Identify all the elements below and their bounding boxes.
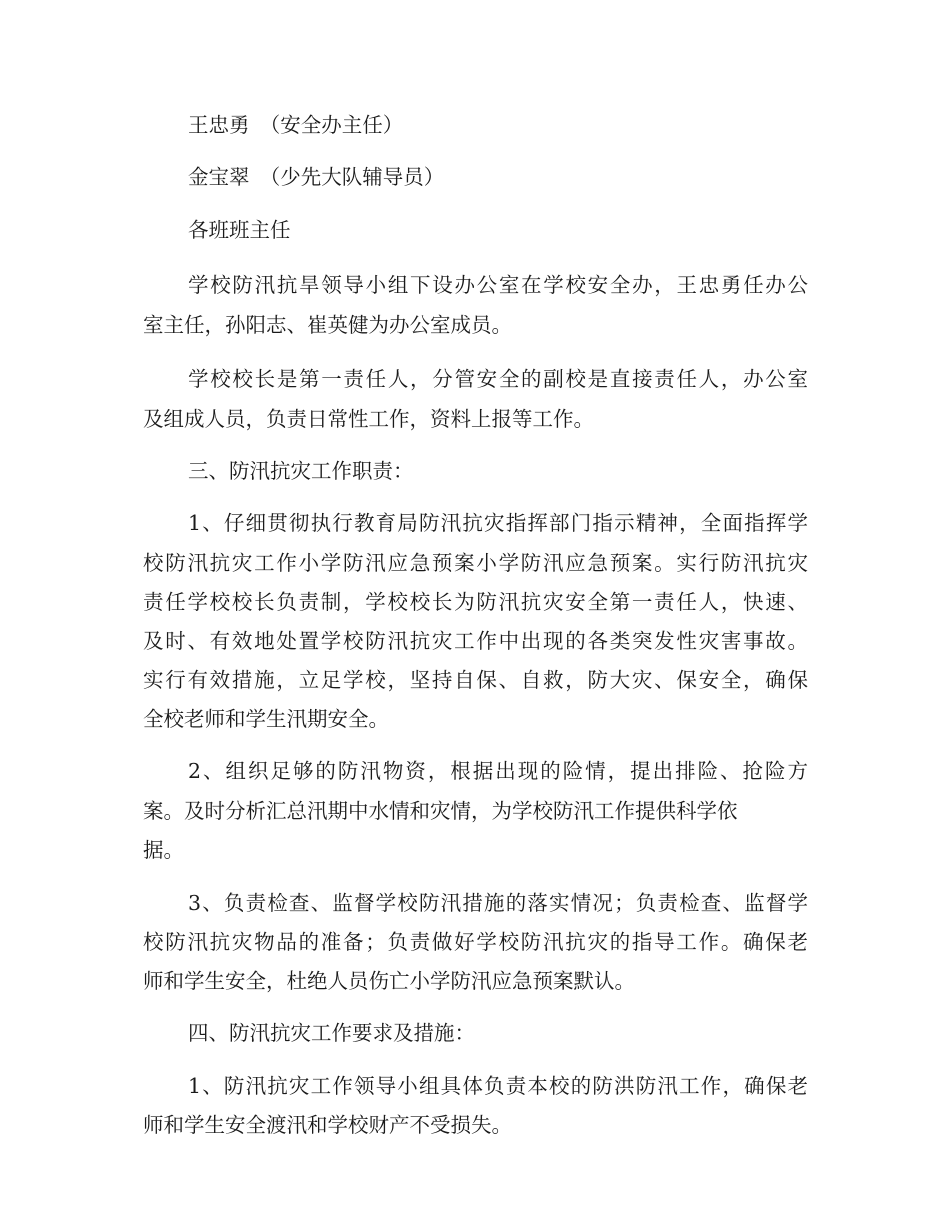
requirement-1-line-1: 1、防汛抗灾工作领导小组具体负责本校的防洪防汛工作，确保老 [188,1074,808,1098]
paragraph-responsibility-line-1: 学校校长是第一责任人，分管安全的副校是直接责任人，办公室 [188,367,808,391]
duty-2-line-1: 2、组织足够的防汛物资，根据出现的险情，提出排险、抢险方 [188,759,808,783]
duty-1-line-3: 责任学校校长负责制，学校校长为防汛抗灾安全第一责任人，快速、 [143,590,808,614]
duty-1-line-4: 及时、有效地处置学校防汛抗灾工作中出现的各类突发性灾害事故。 [143,629,808,653]
member-line-jin: 金宝翠 （少先大队辅导员） [188,165,445,189]
section-heading-duties: 三、防汛抗灾工作职责： [188,459,414,483]
duty-2-line-2: 案。及时分析汇总汛期中水情和灾情，为学校防汛工作提供科学依 [143,799,738,823]
requirement-1-line-2: 师和学生安全渡汛和学校财产不受损失。 [143,1113,512,1137]
paragraph-responsibility-line-2: 及组成人员，负责日常性工作，资料上报等工作。 [143,407,594,431]
duty-1-line-2: 校防汛抗灾工作小学防汛应急预案小学防汛应急预案。实行防汛抗灾 [143,551,808,575]
duty-1-line-6: 全校老师和学生汛期安全。 [143,707,389,731]
duty-3-line-1: 3、负责检查、监督学校防汛措施的落实情况；负责检查、监督学 [188,891,808,915]
member-line-class-teachers: 各班班主任 [188,218,291,242]
duty-3-line-3: 师和学生安全，杜绝人员伤亡小学防汛应急预案默认。 [143,969,635,993]
duty-1-line-1: 1、仔细贯彻执行教育局防汛抗灾指挥部门指示精神，全面指挥学 [188,511,808,535]
member-line-wang: 王忠勇 （安全办主任） [188,113,404,137]
section-heading-requirements: 四、防汛抗灾工作要求及措施： [188,1021,475,1045]
paragraph-office-line-2: 室主任，孙阳志、崔英健为办公室成员。 [143,313,512,337]
duty-3-line-2: 校防汛抗灾物品的准备；负责做好学校防汛抗灾的指导工作。确保老 [143,930,808,954]
duty-1-line-5: 实行有效措施，立足学校，坚持自保、自救，防大灾、保安全，确保 [143,668,808,692]
paragraph-office-line-1: 学校防汛抗旱领导小组下设办公室在学校安全办，王忠勇任办公 [188,273,808,297]
duty-2-line-3: 据。 [143,838,184,862]
